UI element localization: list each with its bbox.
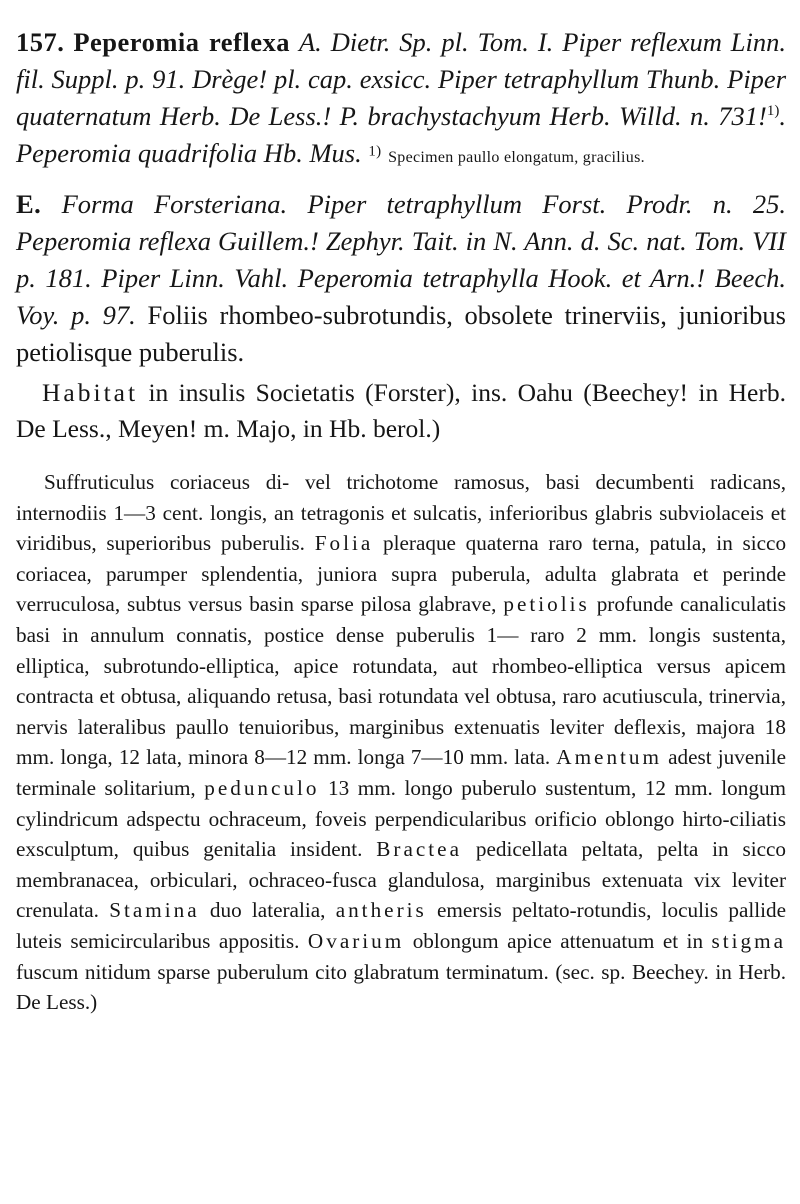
species-name: Peperomia reflexa [73,27,290,57]
pedunculo-label: pedunculo [204,775,320,800]
footnote-marker: 1) [766,103,780,120]
synonym-quadrifolia: . Peperomia quadrifolia Hb. Mus. [16,101,786,168]
spacer [16,176,786,186]
specimen-source: (sec. sp. Beechey. in Herb. De Less.) [16,959,787,1015]
description-stigma: fuscum nitidum sparse puberulum cito glabratum terminatum. [16,959,549,984]
amentum-label: Amentum [556,745,663,770]
stamina-label: Stamina [109,898,200,923]
antheris-label: antheris [335,898,427,923]
description-ovarium: oblongum apice attenuatum et in [412,928,704,953]
footnote-text: Specimen paullo elongatum, gracilius. [388,149,645,166]
ovarium-label: Ovarium [307,928,405,953]
form-letter: E. [16,189,42,219]
stigma-label: stigma [711,928,786,953]
form-synonyms: Piper tetraphyllum Forst. Prodr. n. 25. Peperomia reflexa Guillem.! Zephyr. Tait. in N. Ann. d. Sc. nat. Tom. VII p. 181. Piper Linn. Vahl. Peperomia tetraphylla Hook. et Arn.! Beech. Voy. p. 97. [16,189,787,330]
synonyms-second: Piper tetraphyllum Thunb. Piper quaternatum Herb. De Less.! P. brachystachyum Herb. Willd. n. 731! [16,64,787,131]
description-amentum: adest juvenile terminale solitarium, [16,745,787,800]
form-entry [16,186,786,371]
form-title: Forma Forsteriana. [61,189,288,219]
habitat-paragraph [16,375,786,447]
description-paragraph [16,467,786,1018]
folia-label: Folia [314,531,374,556]
description-pedunculo: 13 mm. longo puberulo sustentum, 12 mm. longum cylindricum adspectu ochraceum, foveis perpendicularibus orificio oblongo hirto-ciliatis exsculptum, quibus genitalia insident. [16,775,787,862]
bractea-label: Bractea [376,837,462,862]
species-authority: A. Dietr. Sp. pl. Tom. I. [298,27,554,57]
description-folia: pleraque quaterna raro terna, patula, in sicco coriacea, parumper splendentia, juniora supra puberula, adulta glabrata et perinde verruculosa, subtus versus basin sparse pilosa glabrave, [16,531,787,617]
description-antheris: emersis peltato-rotundis, loculis pallide luteis semicircularibus appositis. [16,898,787,953]
drege-exsiccata: Drège! pl. cap. exsicc. [192,64,432,94]
description-habit: Suffruticulus coriaceus di- vel trichotome ramosus, basi decumbenti radicans, internodiis 1—3 cent. longis, an tetragonis et sulcatis, inferioribus glabris subviolaceis et viridibus, superioribus puberulis. [16,470,786,556]
habitat-label: Habitat [42,378,139,407]
description-petiolis: profunde canaliculatis basi in annulum connatis, postice dense puberulis 1— raro 2 mm. longis sustenta, elliptica, subrotundo-elliptica, apice rotundata, aut rhombeo-elliptica versus apicem contracta et obtusa, aliquando retusa, basi rotundata vel obtusa, raro acutiuscula, trinervia, nervis lateralibus paullo tenuioribus, marginibus extenuatis leviter deflexis, majora 18 mm. longa, 12 lata, minora 8—12 mm. longa 7—10 mm. lata. [16,592,786,770]
synonyms-first: Piper reflexum Linn. fil. Suppl. p. 91. [16,27,787,94]
petiolis-label: petiolis [503,592,590,617]
description-stamina: duo lateralia, [209,898,326,923]
footnote-marker-repeat: 1) [368,143,382,160]
habitat-text: in insulis Societatis (Forster), ins. Oahu (Beechey! in Herb. De Less., Meyen! m. Majo, in Hb. berol.) [16,378,786,443]
entry-number: 157. [16,27,65,57]
species-entry [16,24,786,176]
description-bractea: pedicellata peltata, pelta in sicco membranacea, orbiculari, ochraceo-fusca glandulosa, marginibus extenuata vix leviter crenulata. [16,837,787,923]
form-diagnosis: Foliis rhombeo-subrotundis, obsolete trinerviis, junioribus petiolisque puberulis. [16,300,786,367]
